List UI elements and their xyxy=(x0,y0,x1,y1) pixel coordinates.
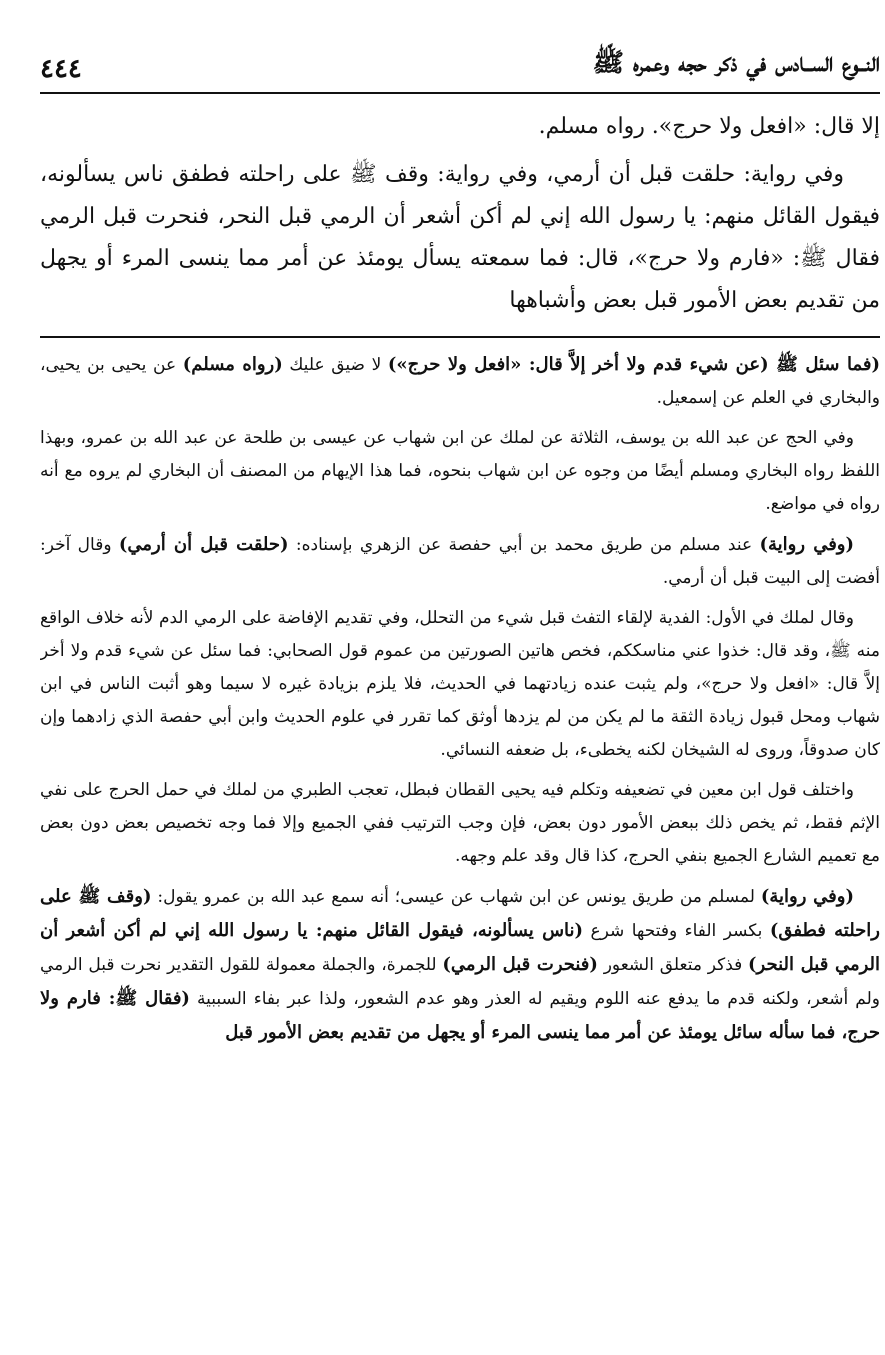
quoted-text: (حلقت قبل أن أرمي) xyxy=(118,534,289,555)
commentary-text: لمسلم من طريق يونس عن ابن شهاب عن عيسى؛ أنه سمع عبد الله بن عمرو يقول: xyxy=(151,887,761,907)
running-header xyxy=(40,40,880,94)
quoted-text: (وقف ﷺ على راحلته فطفق) xyxy=(40,886,880,941)
main-text xyxy=(40,94,880,322)
commentary-paragraph xyxy=(40,528,880,595)
quoted-text: (فنحرت قبل الرمي) xyxy=(442,954,598,975)
commentary-paragraph xyxy=(40,880,880,1050)
quoted-text: (فما سئل ﷺ (عن شيء قدم ولا أخر إلاَّ قال: «افعل ولا حرج») xyxy=(387,354,880,375)
main-paragraph: وفي رواية: حلقت قبل أن أرمي، وفي رواية: وقف ﷺ على راحلته فطفق ناس يسألونه، فيقول القائل منهم: يا رسول الله إني لم أكن أشعر أن الرمي قبل النحر، فنحرت قبل الرمي فقال ﷺ: «فارم ولا حرج»، قال: فما سمعته يسأل يومئذ عن أمر مما ينسى المرء أو يجهل من تقديم بعض الأمور قبل بعض وأشباهها xyxy=(40,162,880,313)
page-number: ٤٤٤ xyxy=(40,54,82,84)
commentary-text: بكسر الفاء وفتحها شرع xyxy=(583,921,770,941)
running-title: النــوع الســادس في ذكر حجه وعمره ﷺ xyxy=(592,48,880,78)
commentary-text: لا ضيق عليك xyxy=(282,355,388,375)
separator-rule xyxy=(40,336,880,338)
quoted-text: (ناس يسألونه، فيقول القائل منهم: يا رسول الله إني لم أكن أشعر أن الرمي قبل النحر) xyxy=(40,920,880,975)
quoted-text: (وفي رواية) xyxy=(760,886,854,907)
quoted-text: (فقال ﷺ: فارم ولا حرج، فما سأله سائل يومئذ عن أمر مما ينسى المرء أو يجهل من تقديم بعض الأمور قبل xyxy=(40,988,880,1043)
commentary-text: وقال لملك في الأول: الفدية لإلقاء التفث قبل شيء من التحلل، وفي تقديم الإفاضة على الرمي الدم لأنه خلاف الواقع منه ﷺ، وقد قال: خذوا عني مناسككم، فخص هاتين الصورتين من عموم قول الصحابي: فما سئل عن شيء قدم ولا أخر إلاَّ قال: «افعل ولا حرج»، ولم يثبت عنده زيادتهما في الحديث، فلا يلزم بزيادة غيره لا سيما وهو أثبت الناس في ابن شهاب ومحل قبول زيادة الثقة ما لم يكن من لم يزدها أوثق كما تقرر في علوم الحديث وابن أبي حفصة الذي زادهما وإن كان صدوقاً، وروى له الشيخان لكنه يخطىء، بل ضعفه النسائي. xyxy=(40,608,880,760)
commentary-paragraph xyxy=(40,602,880,767)
commentary-text: للجمرة، والجملة معمولة للقول التقدير نحرت قبل الرمي ولم أشعر، ولكنه قدم ما يدفع عنه اللوم ويقيم له العذر وهو عدم الشعور، ولذا عبر بفاء السببية xyxy=(40,955,880,1009)
quoted-text: (رواه مسلم) xyxy=(182,354,283,375)
main-paragraph: إلا قال: «افعل ولا حرج». رواه مسلم. xyxy=(538,114,880,139)
commentary-paragraph xyxy=(40,348,880,415)
book-page xyxy=(40,40,880,1340)
commentary-text: عند مسلم من طريق محمد بن أبي حفصة عن الزهري بإسناده: xyxy=(288,535,760,555)
commentary xyxy=(40,348,880,1050)
commentary-text: عن يحيى بن يحيى، والبخاري في العلم عن إسمعيل. xyxy=(40,355,880,408)
commentary-paragraph xyxy=(40,422,880,521)
quoted-text: (وفي رواية) xyxy=(759,534,855,555)
commentary-paragraph xyxy=(40,774,880,873)
commentary-text: واختلف قول ابن معين في تضعيفه وتكلم فيه يحيى القطان فبطل، تعجب الطبري من لملك في حمل الحرج على نفي الإثم فقط، ثم يخص ذلك ببعض الأمور دون بعض، فإن وجب الترتيب ففي الجميع وإلا فما وجه تخصيص بعض دون بعض مع تعميم الشارع الجميع بنفي الحرج، كذا قال وقد علم وجهه. xyxy=(40,780,880,866)
commentary-text: وفي الحج عن عبد الله بن يوسف، الثلاثة عن لملك عن ابن شهاب عن عيسى بن طلحة عن عبد الله بن عمرو، وبهذا اللفظ رواه البخاري ومسلم أيضًا من وجوه عن ابن شهاب بنحوه، فما هذا الإيهام من المصنف أن البخاري لم يروه مع أنه رواه في مواضع. xyxy=(40,428,880,514)
commentary-text: فذكر متعلق الشعور xyxy=(597,955,749,975)
commentary-text: وقال آخر: أفضت إلى البيت قبل أن أرمي. xyxy=(40,535,880,588)
